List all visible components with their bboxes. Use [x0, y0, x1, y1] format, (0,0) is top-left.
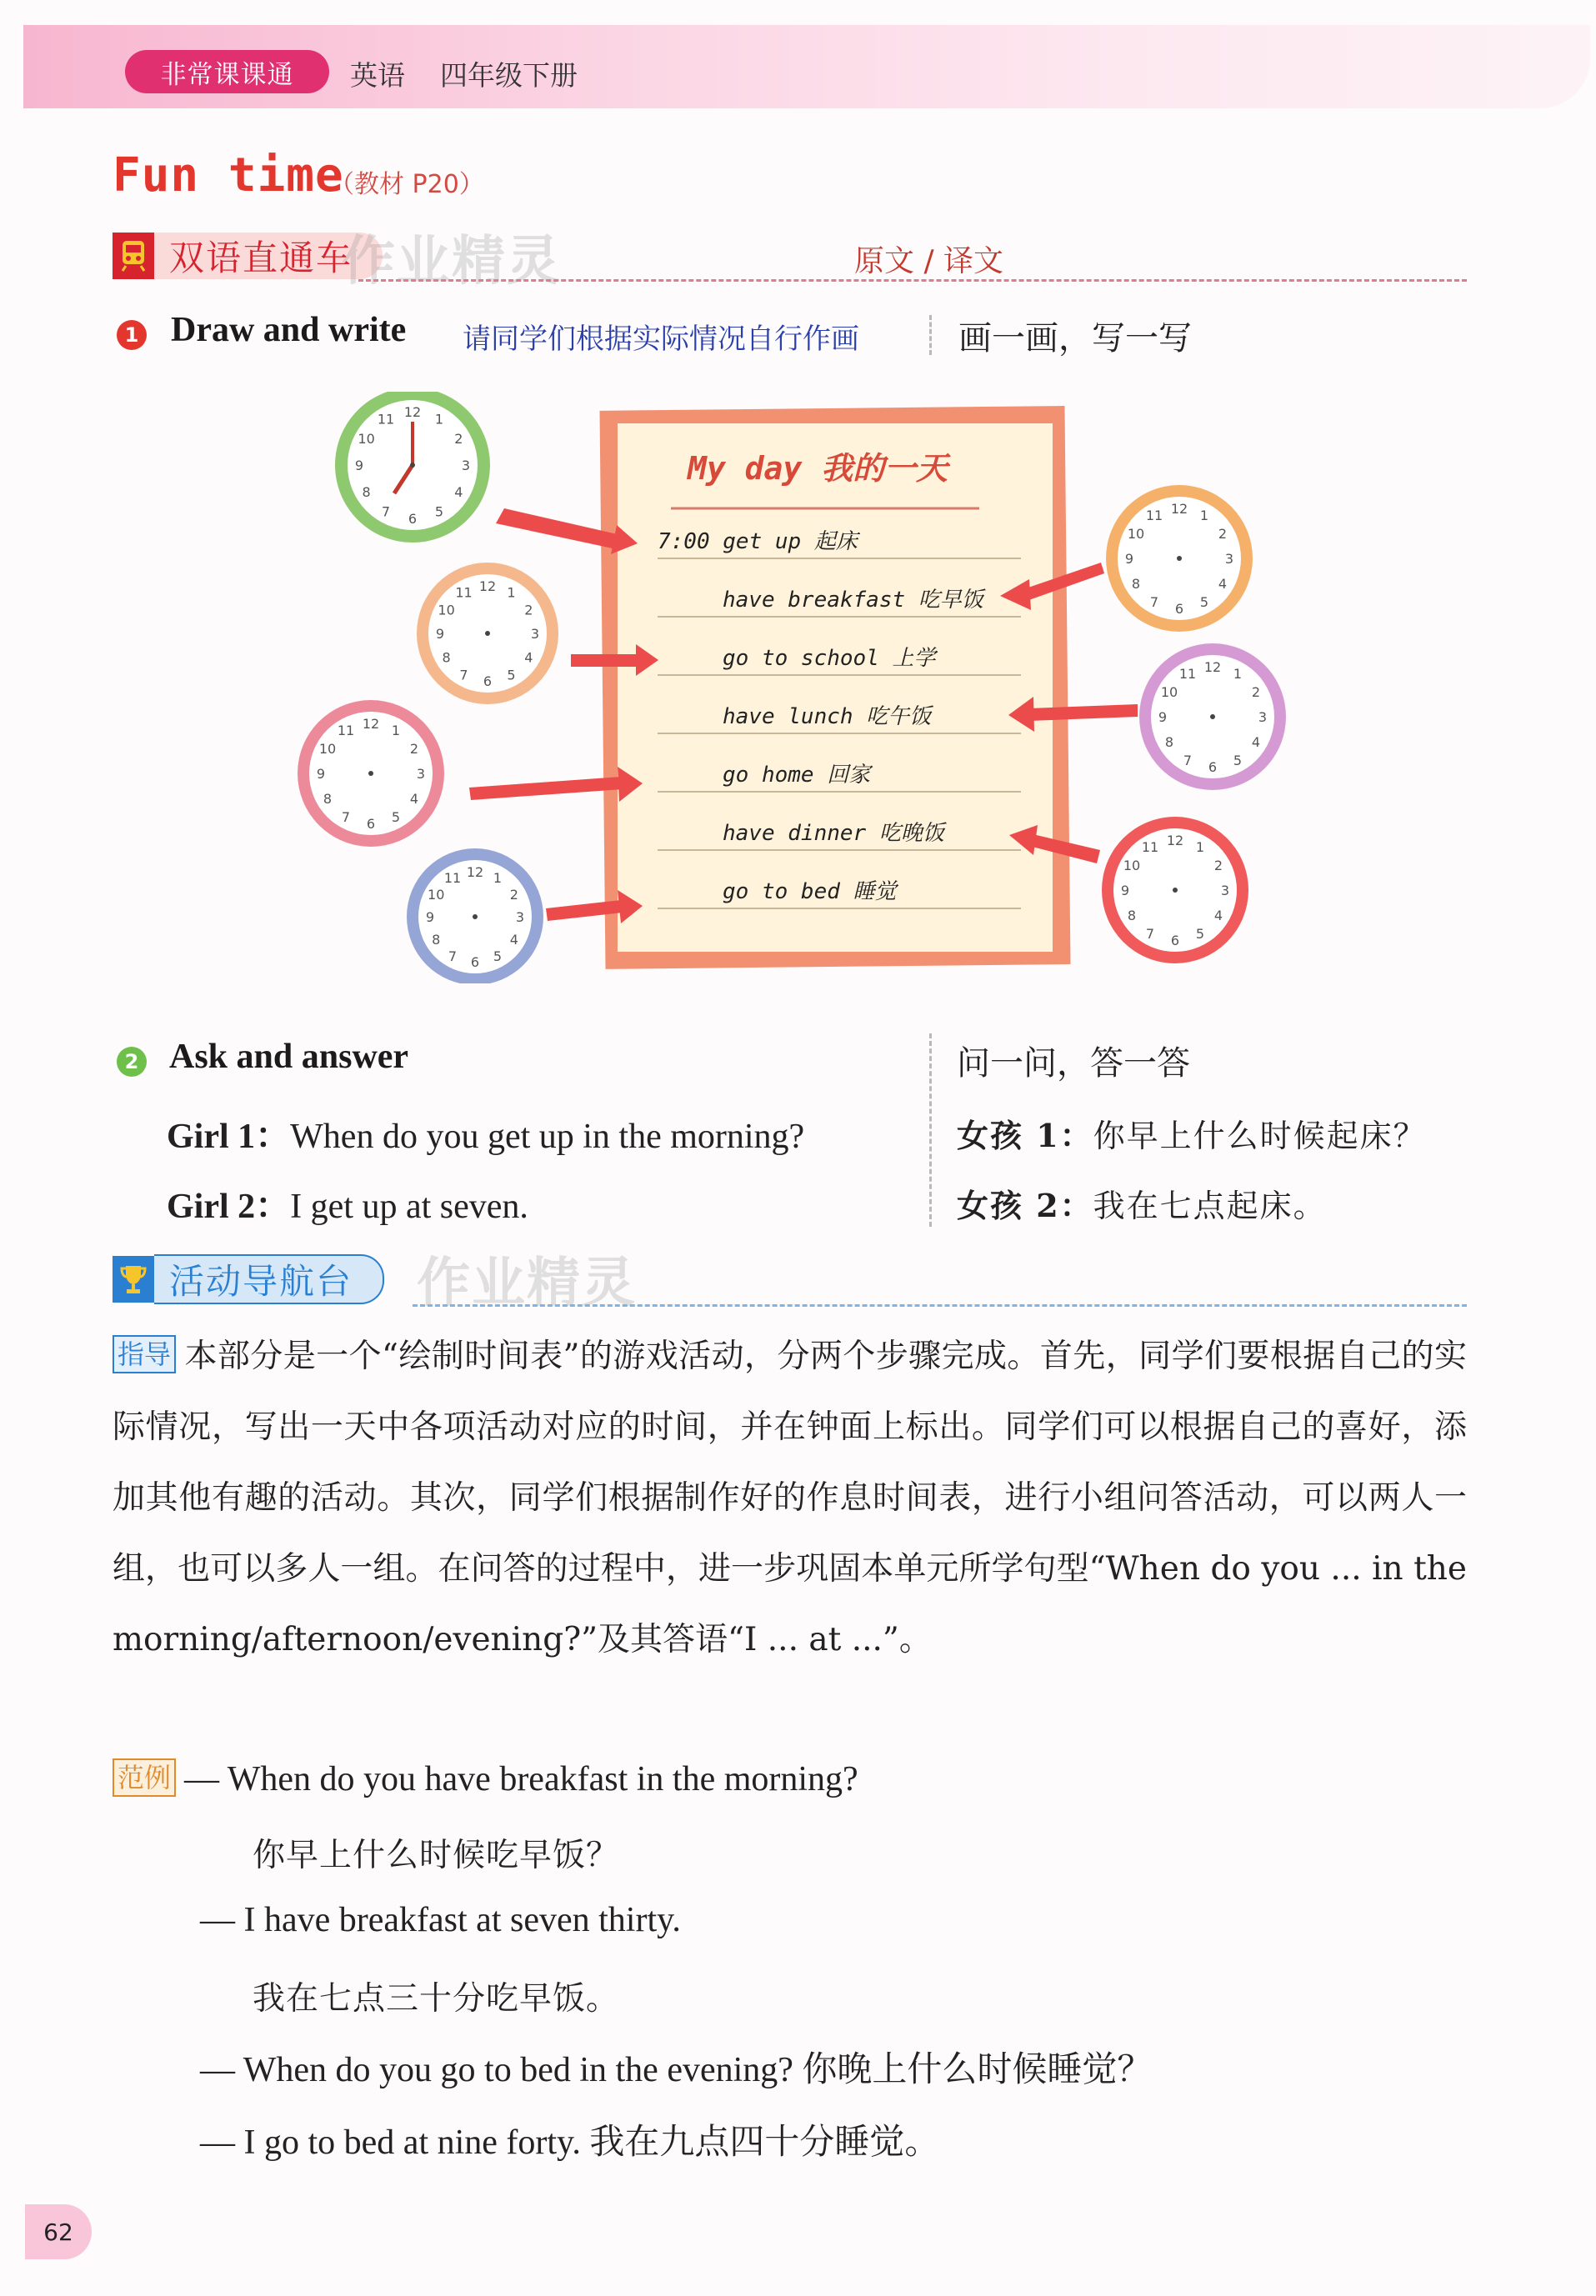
clock-numeral: 8	[323, 791, 333, 807]
clock-numeral: 12	[466, 864, 484, 880]
dialog-line-1	[167, 1108, 804, 1158]
clock-face	[1102, 817, 1248, 963]
clock-numeral: 5	[1195, 926, 1205, 942]
example-line-2: 你早上什么时候吃早饭？	[253, 1837, 620, 1874]
clock-numeral: 10	[318, 741, 337, 757]
poster-row-1: 7:00 get up 起床	[658, 529, 858, 554]
clock-numeral: 6	[1208, 759, 1218, 775]
grade-label: 四年级下册	[440, 59, 578, 92]
clock-center	[1173, 888, 1178, 893]
clock-numeral: 4	[524, 649, 533, 666]
clock-numeral: 9	[354, 458, 364, 473]
example-line-3: — I have breakfast at seven thirty.	[200, 1901, 681, 1939]
clock-numeral: 5	[434, 503, 444, 520]
clock-numeral: 5	[391, 809, 401, 825]
clock-face	[1139, 643, 1286, 790]
clock-center	[1210, 714, 1215, 719]
clock-numeral: 9	[1124, 551, 1134, 567]
clock-numeral: 10	[438, 602, 455, 618]
clock-numeral: 6	[1174, 601, 1184, 617]
example-text: — When do you have breakfast in the morning?	[184, 1760, 858, 1798]
clock-numeral: 3	[1220, 883, 1230, 898]
clock-numeral: 10	[1160, 684, 1178, 700]
clock-numeral: 11	[377, 411, 395, 428]
part1-title: Draw and write	[171, 311, 407, 349]
clock-numeral: 7	[1149, 594, 1159, 610]
clock-numeral: 1	[493, 870, 503, 887]
clock-numeral: 3	[1258, 709, 1268, 725]
part2-title: Ask and answer	[169, 1038, 409, 1076]
utterance: 你早上什么时候起床？	[1093, 1118, 1427, 1154]
clock-numeral: 9	[1120, 883, 1130, 898]
trophy-icon	[113, 1256, 154, 1303]
clock-numeral: 5	[507, 667, 516, 683]
clock-numeral: 2	[1251, 684, 1261, 700]
clock-numeral: 10	[1127, 526, 1145, 542]
clock-numeral: 1	[1195, 839, 1205, 855]
clock-numeral: 8	[1127, 908, 1137, 923]
clock-numeral: 11	[443, 870, 462, 887]
clock-numeral: 6	[366, 816, 376, 832]
utterance: 我在七点起床。	[1093, 1188, 1327, 1224]
clock-numeral: 1	[1199, 508, 1209, 523]
clock-numeral: 4	[409, 791, 419, 807]
poster-row-5: go home 回家	[723, 763, 871, 788]
clock-numeral: 10	[428, 887, 445, 903]
original-translation-label: 原文 / 译文	[854, 244, 1004, 278]
clock-numeral: 4	[1251, 734, 1261, 750]
guide-paragraph	[113, 1321, 1467, 1675]
clock-numeral: 6	[408, 511, 418, 527]
example-line-4: 我在七点三十分吃早饭。	[253, 1980, 620, 2018]
part1-hint: 请同学们根据实际情况自行作画	[463, 323, 859, 356]
clock-center	[410, 463, 415, 468]
clock-numeral: 7	[1145, 926, 1155, 942]
clock-numeral: 9	[425, 909, 435, 925]
clock-numeral: 4	[509, 932, 518, 948]
utterance: I get up at seven.	[290, 1188, 528, 1226]
clock-numeral: 6	[1170, 933, 1180, 948]
clock-numeral: 2	[409, 741, 419, 757]
clock-numeral: 10	[1123, 858, 1141, 873]
clock-numeral: 9	[435, 626, 445, 642]
clock-numeral: 7	[448, 948, 458, 964]
poster-row-3: go to school 上学	[723, 646, 936, 671]
clock-numeral: 8	[1164, 734, 1174, 750]
clock-numeral: 5	[1233, 753, 1243, 768]
clock-face	[417, 563, 558, 704]
clock-numeral: 12	[1203, 659, 1222, 675]
part2-cn-title: 问一问，答一答	[957, 1044, 1190, 1083]
clock-numeral: 2	[509, 887, 518, 903]
clock-numeral: 12	[1166, 833, 1184, 848]
speaker: 女孩 1：	[957, 1117, 1093, 1154]
part-number-1: 1	[117, 320, 147, 350]
clock-numeral: 4	[454, 484, 463, 500]
clock-numeral: 11	[1141, 839, 1159, 855]
clock-numeral: 7	[1183, 753, 1193, 768]
my-day-illustration	[246, 392, 1296, 983]
arrow-4	[1008, 697, 1138, 732]
my-day-poster	[600, 406, 1071, 969]
part1-cn-title: 画一画，写一写	[958, 319, 1192, 358]
clock-face	[335, 392, 490, 543]
clock-numeral: 11	[1145, 508, 1163, 523]
example-line-1	[113, 1758, 858, 1799]
train-icon	[113, 233, 154, 279]
clock-numeral: 8	[432, 932, 441, 948]
textbook-reference: （教材 P20）	[329, 170, 484, 199]
clock-center	[485, 631, 490, 636]
clock-numeral: 11	[337, 723, 355, 738]
clock-numeral: 2	[454, 431, 463, 447]
clock-face	[1106, 485, 1253, 632]
dialog-cn-line-1	[957, 1110, 1427, 1156]
dialog-line-2	[167, 1178, 528, 1228]
clock-numeral: 3	[416, 766, 426, 782]
section-title: Fun time	[113, 148, 344, 203]
clock-numeral: 5	[1199, 594, 1209, 610]
clock-numeral: 2	[1218, 526, 1228, 542]
column-separator	[929, 315, 932, 355]
speaker: Girl 1：	[167, 1118, 291, 1156]
clock-numeral: 1	[507, 584, 516, 601]
bilingual-banner-label: 双语直通车	[154, 233, 383, 279]
guide-text: 本部分是一个“绘制时间表”的游戏活动，分两个步骤完成。首先，同学们要根据自己的实际情况，写出一天中各项活动对应的时间，并在钟面上标出。同学们可以根据自己的喜好，添加其他有趣的活动。其次，同学们根据制作好的作息时间表，进行小组问答活动，可以两人一组，也可以多人一组。在问答的过程中，进一步巩固本单元所学句型“When do you ... in the morning/afternoon/evening?”及其答语“I ... at ...”。	[113, 1338, 1467, 1658]
speaker: 女孩 2：	[957, 1187, 1093, 1224]
guide-tag: 指导	[113, 1335, 176, 1373]
poster-row-2: have breakfast 吃早饭	[723, 588, 983, 613]
clock-numeral: 1	[391, 723, 401, 738]
clock-numeral: 8	[442, 649, 451, 666]
activity-banner	[113, 1255, 384, 1303]
clock-center	[473, 914, 478, 919]
poster-row-6: have dinner 吃晚饭	[723, 821, 944, 846]
clock-numeral: 8	[362, 484, 371, 500]
watermark: 作业精灵	[417, 1253, 637, 1314]
clock-numeral: 9	[1158, 709, 1168, 725]
clock-numeral: 6	[483, 673, 493, 689]
clock-numeral: 1	[434, 411, 444, 428]
clock-numeral: 11	[1178, 666, 1197, 682]
clock-numeral: 3	[530, 626, 540, 642]
page-number: 62	[25, 2204, 92, 2259]
clock-numeral: 4	[1218, 576, 1228, 592]
clock-center	[368, 771, 373, 776]
clock-numeral: 12	[403, 404, 422, 420]
clock-numeral: 12	[478, 578, 497, 594]
utterance: When do you get up in the morning?	[290, 1118, 805, 1156]
poster-row-7: go to bed 睡觉	[723, 879, 897, 904]
dialog-cn-line-2	[957, 1180, 1327, 1226]
divider	[413, 1304, 1467, 1307]
part-number-2: 2	[117, 1047, 147, 1077]
clock-numeral: 11	[455, 584, 473, 601]
clock-numeral: 2	[524, 602, 533, 618]
example-line-5: — When do you go to bed in the evening? 你晚上什么时候睡觉？	[200, 2051, 1153, 2089]
activity-banner-label: 活动导航台	[154, 1254, 384, 1304]
clock-center	[1177, 556, 1182, 561]
clock-numeral: 5	[493, 948, 503, 964]
example-line-6: — I go to bed at nine forty. 我在九点四十分睡觉。	[200, 2123, 940, 2162]
clock-numeral: 6	[470, 954, 480, 970]
clock-numeral: 3	[461, 458, 471, 473]
clock-numeral: 3	[1224, 551, 1234, 567]
clock-face	[407, 848, 543, 983]
clock-numeral: 12	[362, 716, 380, 732]
poster-title: My day 我的一天	[688, 450, 948, 487]
clock-numeral: 7	[341, 809, 351, 825]
example-tag: 范例	[113, 1758, 176, 1797]
series-badge: 非常课课通	[125, 50, 329, 93]
clock-numeral: 2	[1213, 858, 1223, 873]
subject-label: 英语	[350, 59, 405, 92]
speaker: Girl 2：	[167, 1188, 291, 1226]
clock-face	[298, 700, 444, 847]
watermark: 作业精灵	[342, 231, 562, 293]
clock-numeral: 9	[316, 766, 326, 782]
clock-numeral: 12	[1170, 501, 1188, 517]
clock-numeral: 8	[1131, 576, 1141, 592]
clock-numeral: 7	[459, 667, 468, 683]
column-separator	[929, 1033, 932, 1227]
clock-numeral: 1	[1233, 666, 1243, 682]
clock-numeral: 7	[381, 503, 391, 520]
poster-row-4: have lunch 吃午饭	[723, 704, 932, 729]
clock-numeral: 3	[515, 909, 525, 925]
clock-numeral: 10	[358, 431, 375, 447]
clock-numeral: 4	[1213, 908, 1223, 923]
